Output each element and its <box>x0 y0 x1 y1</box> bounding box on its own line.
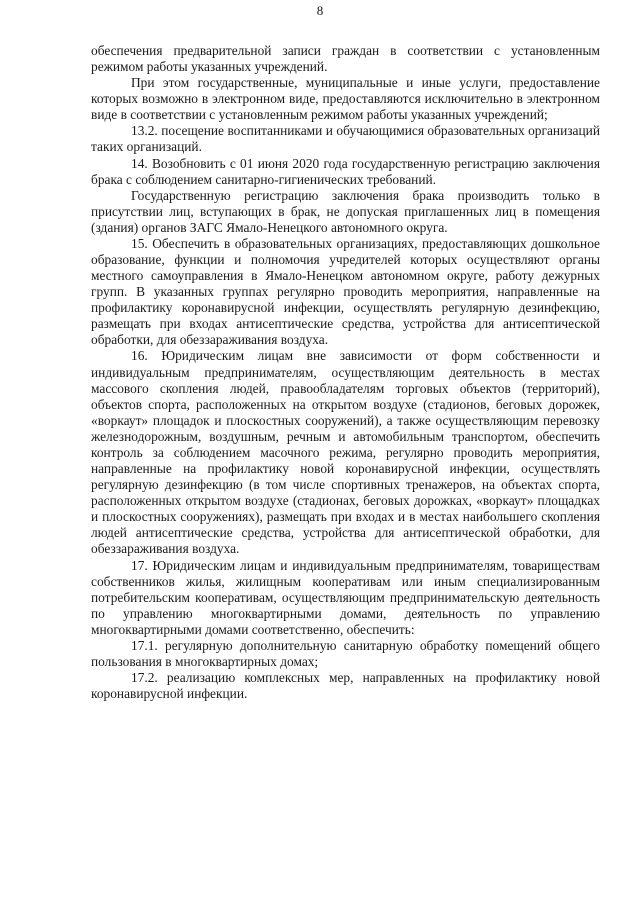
paragraph-17-2: 17.2. реализацию комплексных мер, направленных на профилактику новой коронавирусной инфекции. <box>91 670 600 702</box>
paragraph-15: 15. Обеспечить в образовательных организациях, предоставляющих дошкольное образование, функции и полномочия учредителей которых осуществляют органы местного самоуправления в Ямало-Ненецком автономном округе, работу дежурных групп. В указанных группах регулярно проводить мероприятия, направленные на профилактику коронавирусной инфекции, осуществлять регулярную дезинфекцию, размещать при входах антисептические средства, устройства для антисептической обработки, для обеззараживания воздуха. <box>91 235 600 348</box>
paragraph-marriage-registration: Государственную регистрацию заключения брака производить только в присутствии лиц, вступающих в брак, не допуская приглашенных лиц в помещения (здания) органов ЗАГС Ямало-Ненецкого автономного округа. <box>91 187 600 235</box>
paragraph-16: 16. Юридическим лицам вне зависимости от форм собственности и индивидуальным предпринимателям, осуществляющим деятельность в местах массового скопления людей, правообладателям торговых объектов (территорий), объектов спорта, расположенных на открытом воздухе (стадионов, беговых дорожек, «воркаут» площадок и плоскостных сооружений), а также осуществляющим перевозку железнодорожным, воздушным, речным и автомобильным транспортом, обеспечить контроль за соблюдением масочного режима, регулярно проводить мероприятия, направленные на профилактику новой коронавирусной инфекции, осуществлять регулярную дезинфекцию (в том числе спортивных тренажеров, на объектах спорта, расположенных открытом воздухе (стадионах, беговых дорожках, «воркаут» площадках и плоскостных сооружениях), размещать при входах и в местах наибольшего скопления людей антисептические средства, устройства для антисептической обработки, для обеззараживания воздуха. <box>91 348 600 557</box>
paragraph-17: 17. Юридическим лицам и индивидуальным предпринимателям, товариществам собственников жилья, жилищным кооперативам или иным специализированным потребительским кооперативам, осуществляющим предпринимательскую деятельность по управлению многоквартирными домами, деятельность по управлению многоквартирными домами соответственно, обеспечить: <box>91 557 600 637</box>
page-number: 8 <box>316 3 324 18</box>
paragraph-continuation: обеспечения предварительной записи граждан в соответствии с установленным режимом работы указанных учреждений. <box>91 43 600 75</box>
paragraph-14: 14. Возобновить с 01 июня 2020 года государственную регистрацию заключения брака с соблюдением санитарно-гигиенических требований. <box>91 155 600 187</box>
paragraph-13-2: 13.2. посещение воспитанниками и обучающимися образовательных организаций таких организаций. <box>91 123 600 155</box>
paragraph-services: При этом государственные, муниципальные и иные услуги, предоставление которых возможно в электронном виде, предоставляются исключительно в электронном виде в соответствии с установленным режимом работы указанных учреждений; <box>91 75 600 123</box>
document-body <box>91 43 600 702</box>
paragraph-17-1: 17.1. регулярную дополнительную санитарную обработку помещений общего пользования в многоквартирных домах; <box>91 637 600 669</box>
